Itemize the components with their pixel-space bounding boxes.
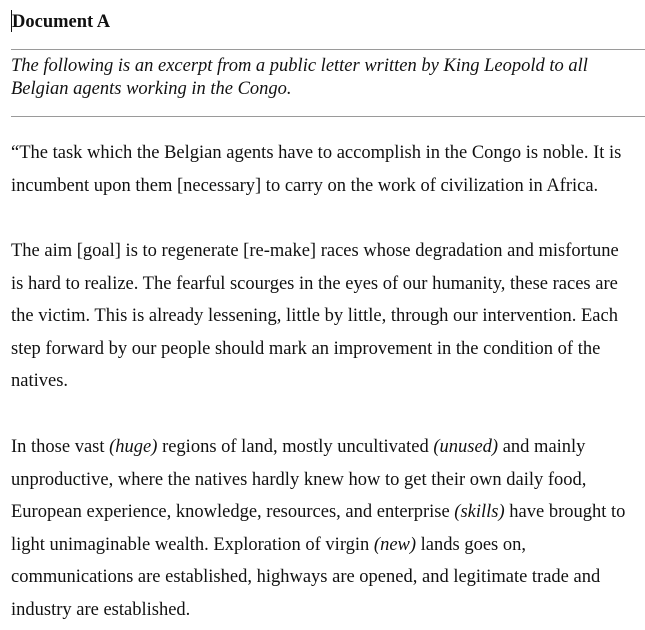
paragraph-2-line-1: The aim [goal] is to regenerate [re-make] races whose degradation and misfortune — [11, 241, 619, 261]
paragraph-3-gloss-huge: (huge) — [109, 437, 158, 457]
paragraph-3-gloss-unused: (unused) — [433, 437, 499, 457]
paragraph-2-line-4: step forward by our people should mark an improvement in the condition of the — [11, 338, 601, 359]
paragraph-3-line-6: industry are established. — [11, 599, 191, 620]
paragraph-3-line-5: communications are established, highways are opened, and legitimate trade and — [11, 567, 601, 588]
paragraph-3-line-4-part-1: light unimaginable wealth. Exploration of virgin — [11, 534, 374, 555]
paragraph-1-line-1: “The task which the Belgian agents have to accomplish in the Congo is noble. It is — [11, 143, 622, 163]
paragraph-3-line-1-part-1: In those vast — [11, 437, 110, 457]
bottom-divider — [11, 116, 645, 117]
paragraph-1-line-2: incumbent upon them [necessary] to carry on the work of civilization in Africa. — [11, 175, 599, 196]
paragraph-3-line-3 — [11, 496, 643, 529]
paragraph-3-line-2: unproductive, where the natives hardly knew how to get their own daily food, — [11, 469, 587, 490]
paragraph-2-line-2: is hard to realize. The fearful scourges in the eyes of our humanity, these races are — [11, 273, 618, 294]
paragraph-3-gloss-skills: (skills) — [454, 502, 505, 523]
paragraph-3-line-1-part-2: regions of land, mostly uncultivated — [157, 437, 434, 457]
intro-text — [11, 55, 641, 100]
paragraph-3-line-4-part-2: lands goes on, — [416, 534, 527, 555]
intro-line-1: The following is an excerpt from a public letter written by King Leopold to all — [11, 56, 588, 76]
document-title: Document A — [12, 12, 111, 32]
top-divider — [11, 49, 645, 50]
paragraph-3-line-3-part-2: have brought to — [504, 502, 626, 523]
paragraph-3-line-4 — [11, 529, 643, 562]
paragraph-2-line-3: the victim. This is already lessening, little by little, through our intervention. Each — [11, 306, 618, 327]
paragraph-3-line-1-part-3: and mainly — [498, 437, 586, 457]
paragraph-3-gloss-new: (new) — [373, 534, 417, 555]
paragraph-3-line-1 — [11, 431, 643, 464]
paragraph-2-line-5: natives. — [11, 371, 69, 392]
paragraph-1 — [11, 137, 643, 202]
paragraph-2 — [11, 235, 643, 398]
paragraph-3-line-3-part-1: European experience, knowledge, resources, and enterprise — [11, 502, 455, 523]
paragraph-3 — [11, 431, 643, 627]
intro-line-2: Belgian agents working in the Congo. — [11, 78, 292, 99]
